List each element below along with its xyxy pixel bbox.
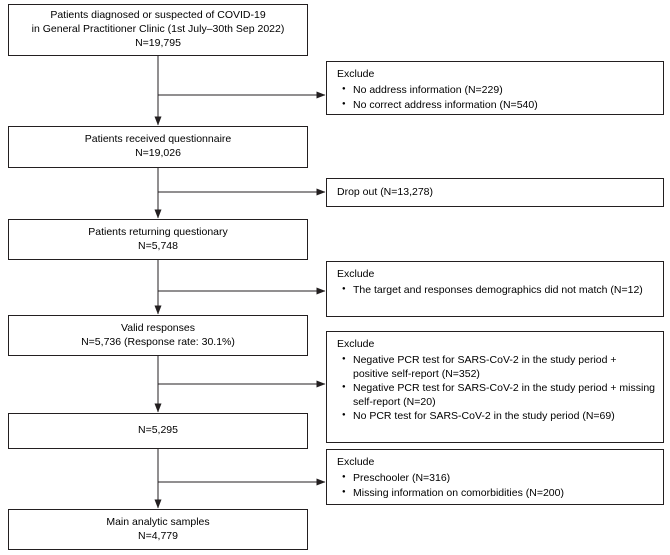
- node-main-analytic-samples: [8, 509, 308, 550]
- list-item: ● Missing information on comorbidities (N=200): [353, 487, 655, 501]
- node-enrolled-line-2: in General Practitioner Clinic (1st July–30th Sep 2022): [31, 23, 285, 36]
- node-enrolled-line-3: N=19,795: [135, 36, 181, 49]
- node-questionnaire: [8, 126, 308, 168]
- exclusion-pcr-list: [337, 354, 655, 424]
- node-analytic-line-1: Main analytic samples: [106, 515, 210, 528]
- node-questionnaire-line-2: N=19,026: [135, 147, 181, 159]
- node-enrolled: [8, 4, 308, 56]
- exclusion-box-pcr: [326, 331, 664, 443]
- node-n5295-line-1: N=5,295: [138, 424, 178, 437]
- node-valid-line-2: N=5,736 (Response rate: 30.1%): [81, 335, 235, 348]
- exclusion-address-list: [337, 84, 655, 112]
- exclusion-box-dropout: [326, 178, 664, 207]
- list-item: ● The target and responses demographics did not match (N=12): [353, 284, 655, 298]
- node-returning: [8, 219, 308, 260]
- exclusion-pcr-title: Exclude: [337, 338, 375, 350]
- node-n5295: [8, 413, 308, 449]
- dropout-label: Drop out (N=13,278): [337, 185, 434, 198]
- list-item: ● No correct address information (N=540): [353, 99, 655, 113]
- node-analytic-line-2: N=4,779: [138, 529, 178, 542]
- exclusion-demographics-list: [337, 284, 655, 298]
- list-item: ● Preschooler (N=316): [353, 472, 655, 486]
- list-item: ● Negative PCR test for SARS-CoV-2 in the study period + missing self-report (N=20): [353, 382, 655, 409]
- exclusion-box-preschool: [326, 449, 664, 505]
- exclusion-address-title: Exclude: [337, 68, 375, 80]
- list-item: ● No address information (N=229): [353, 84, 655, 98]
- node-questionnaire-line-1: Patients received questionnaire: [84, 133, 232, 146]
- node-enrolled-line-1: Patients diagnosed or suspected of COVID-19: [50, 9, 266, 22]
- node-valid-line-1: Valid responses: [121, 321, 195, 334]
- exclusion-box-address: [326, 61, 664, 115]
- node-valid-responses: [8, 315, 308, 356]
- exclusion-demographics-title: Exclude: [337, 268, 375, 280]
- exclusion-preschool-list: [337, 472, 655, 500]
- list-item: ● No PCR test for SARS-CoV-2 in the study period (N=69): [353, 410, 655, 424]
- exclusion-preschool-title: Exclude: [337, 456, 375, 468]
- exclusion-box-demographics: [326, 261, 664, 317]
- list-item: ● Negative PCR test for SARS-CoV-2 in the study period + positive self-report (N=352): [353, 354, 655, 381]
- node-returning-line-1: Patients returning questionary: [88, 225, 228, 238]
- node-returning-line-2: N=5,748: [138, 239, 178, 252]
